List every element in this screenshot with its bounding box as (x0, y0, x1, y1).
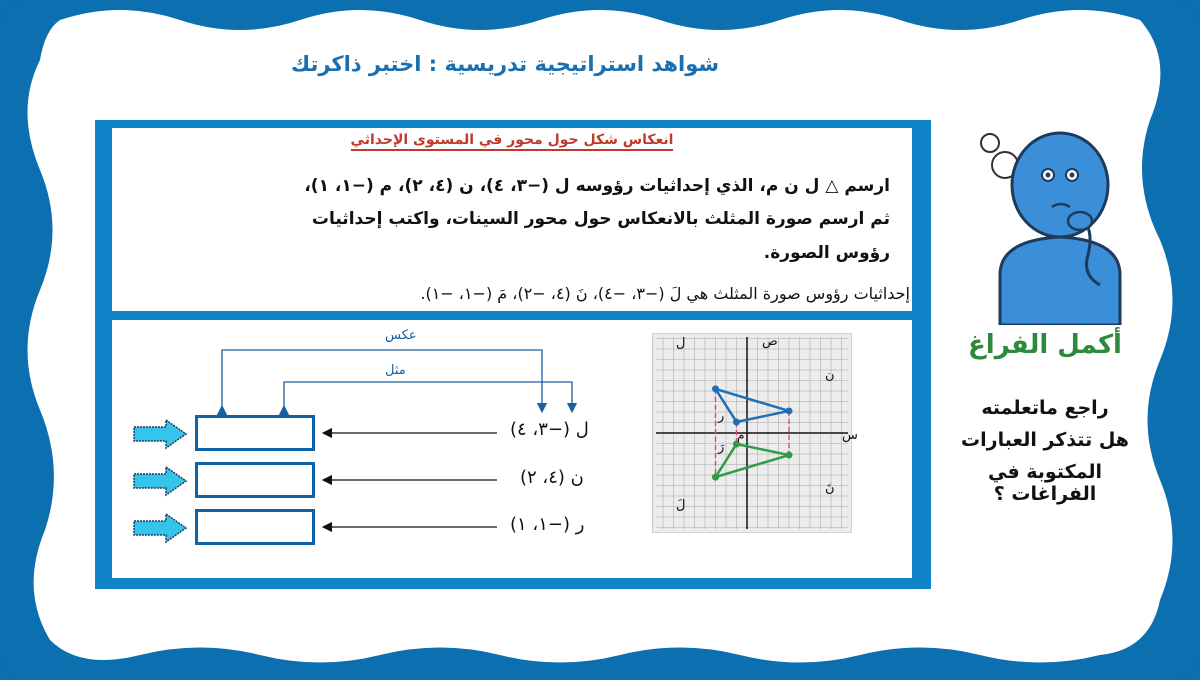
vertex-r-prime: رَ (718, 440, 725, 455)
sidebar-line-1: راجع ماتعلمته (981, 397, 1109, 419)
vertex-l-prime: لَ (676, 498, 686, 513)
sidebar-line-2: هل تتذكر العبارات (961, 429, 1129, 451)
point-n: ن (٤، ٢) (520, 467, 584, 488)
answer-box-3[interactable] (195, 509, 315, 545)
vertex-dot (712, 474, 719, 481)
slide-title: شواهد استراتيجية تدريسية : اختبر ذاكرتك (290, 52, 720, 76)
mapping-arrows (112, 320, 632, 578)
complete-blank-heading: أكمل الفراغ (968, 330, 1122, 360)
answer-box-1[interactable] (195, 415, 315, 451)
problem-heading: انعكاس شكل حول محور في المستوى الإحداثي (112, 132, 912, 148)
vertex-l: ل (676, 336, 686, 351)
label-reverse: عكس (385, 328, 417, 343)
point-r: ر (−١، ١) (510, 514, 585, 535)
origin-label: م (737, 428, 745, 442)
thinking-person-icon (960, 125, 1145, 325)
vertex-dot (733, 418, 740, 425)
sidebar-line-3: المكتوبة في الفراغات ؟ (987, 461, 1103, 505)
vertex-r: ر (718, 409, 725, 424)
arrow-icon (132, 465, 190, 497)
point-l: ل (−٣، ٤) (510, 419, 589, 440)
arrow-icon (132, 418, 190, 450)
problem-answer: إحداثيات رؤوس صورة المثلث هي لَ (−٣، −٤)، نَ (٤، −٢)، مَ (−١، −١). (420, 284, 910, 303)
problem-line-2: ثم ارسم صورة المثلث بالانعكاس حول محور السينات، واكتب إحداثيات (311, 209, 890, 229)
axis-y-label: ص (762, 334, 778, 349)
vertex-n: ن (825, 368, 835, 383)
vertex-n-prime: نَ (825, 481, 835, 496)
vertex-dot (712, 385, 719, 392)
problem-line-3: رؤوس الصورة. (763, 243, 890, 263)
vertex-dot (786, 407, 793, 414)
axis-x-label: س (842, 428, 858, 443)
vertex-dot (786, 452, 793, 459)
problem-line-1: ارسم △ ل ن م، الذي إحداثيات رؤوسه ل (−٣، ٤)، ن (٤، ٢)، م (−١، ١)، (304, 176, 890, 196)
arrow-icon (132, 512, 190, 544)
answer-box-2[interactable] (195, 462, 315, 498)
label-same: مثل (385, 363, 406, 378)
